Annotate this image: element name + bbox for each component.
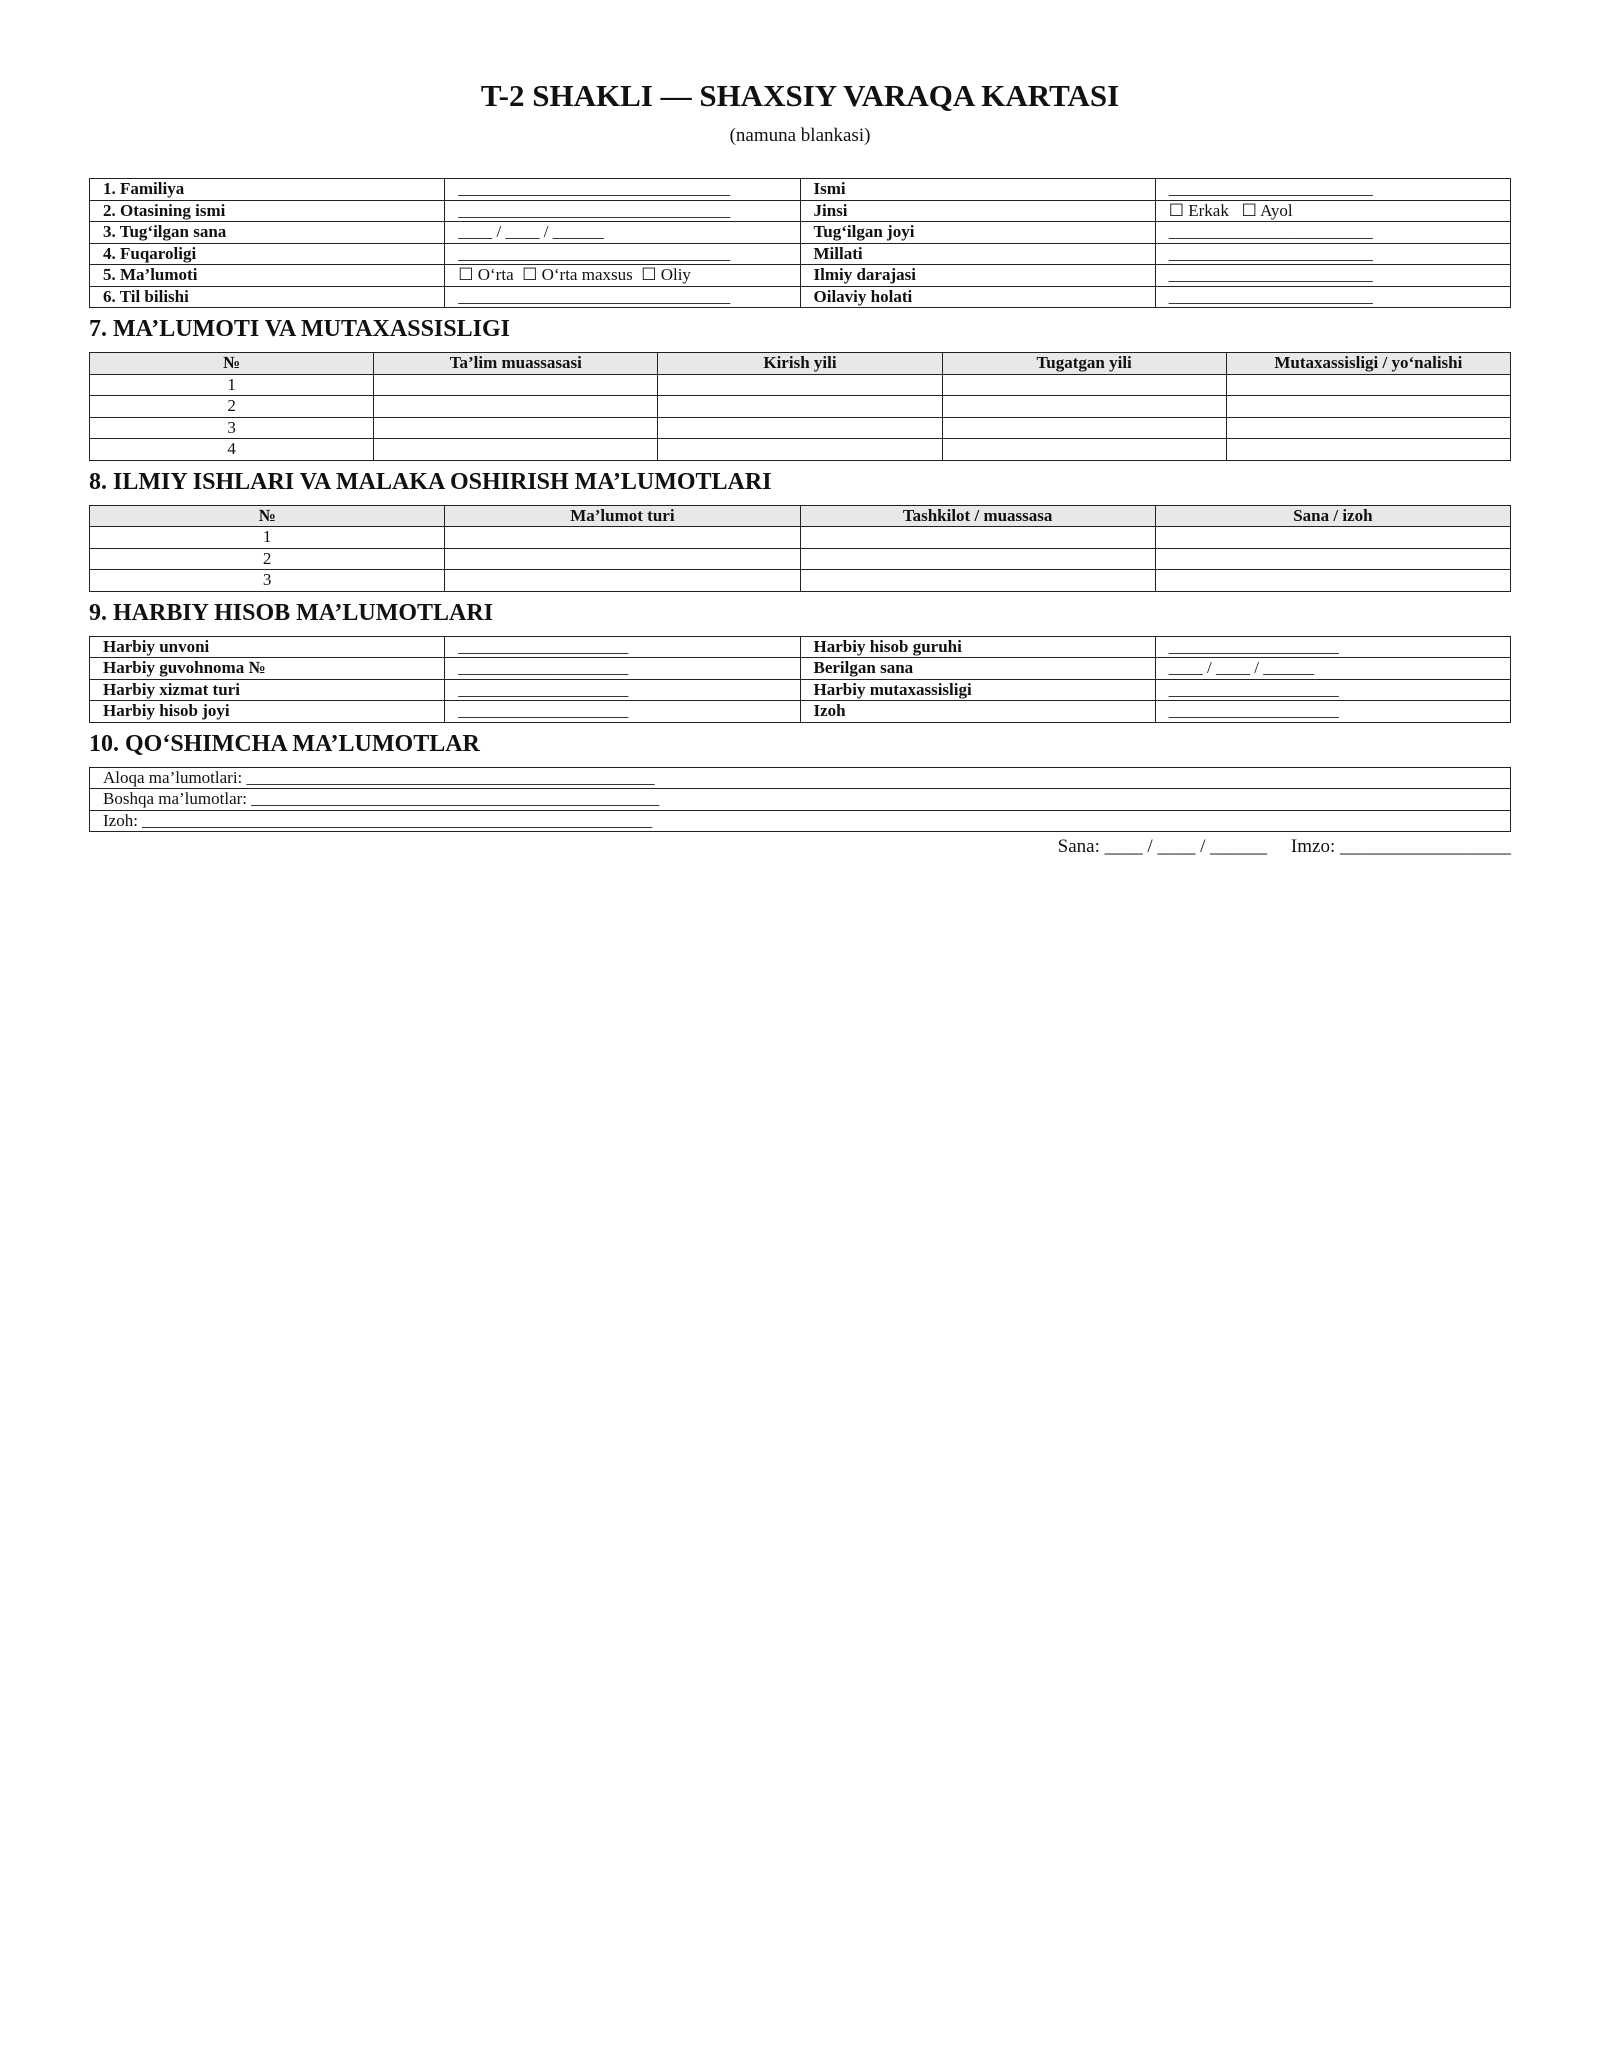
- field-label: 1. Familiya: [90, 179, 445, 201]
- additional-info-table: [89, 767, 1511, 833]
- table-cell[interactable]: [942, 374, 1226, 396]
- table-row: [90, 243, 1511, 265]
- field-label: Izoh: [800, 701, 1155, 723]
- table-row: [90, 222, 1511, 244]
- field-label: 3. Tug‘ilgan sana: [90, 222, 445, 244]
- field-label: Harbiy hisob guruhi: [800, 636, 1155, 658]
- millati-field[interactable]: ________________________: [1155, 243, 1510, 265]
- column-header: №: [90, 353, 374, 375]
- table-cell[interactable]: [942, 396, 1226, 418]
- aloqa-field[interactable]: Aloqa ma’lumotlari: ________________________________________________: [90, 767, 1511, 789]
- column-header: Tashkilot / muassasa: [800, 505, 1155, 527]
- table-cell[interactable]: [1226, 374, 1510, 396]
- table-row: [90, 179, 1511, 201]
- table-row: [90, 417, 1511, 439]
- scientific-work-table: [89, 505, 1511, 592]
- field-label: Ilmiy darajasi: [800, 265, 1155, 287]
- table-cell[interactable]: [658, 374, 942, 396]
- guvohnoma-field[interactable]: ____________________: [445, 658, 800, 680]
- hisob-joyi-field[interactable]: ____________________: [445, 701, 800, 723]
- table-row: [90, 200, 1511, 222]
- table-row: [90, 527, 1511, 549]
- form-subtitle: (namuna blankasi): [729, 125, 871, 146]
- izoh-field[interactable]: ____________________: [1155, 701, 1510, 723]
- table-cell[interactable]: [1155, 527, 1510, 549]
- row-number: 3: [90, 570, 445, 592]
- oilaviy-holati-field[interactable]: ________________________: [1155, 286, 1510, 308]
- table-cell[interactable]: [374, 374, 658, 396]
- table-header-row: [90, 505, 1511, 527]
- field-label: Berilgan sana: [800, 658, 1155, 680]
- table-cell[interactable]: [800, 570, 1155, 592]
- otasining-ismi-field[interactable]: ________________________________: [445, 200, 800, 222]
- hisob-guruhi-field[interactable]: ____________________: [1155, 636, 1510, 658]
- signature-field[interactable]: Imzo: __________________: [1290, 836, 1511, 857]
- table-row: [90, 658, 1511, 680]
- field-label: Tug‘ilgan joyi: [800, 222, 1155, 244]
- field-label: Millati: [800, 243, 1155, 265]
- table-cell[interactable]: [445, 548, 800, 570]
- field-label: Ismi: [800, 179, 1155, 201]
- table-row: [90, 439, 1511, 461]
- column-header: Ma’lumot turi: [445, 505, 800, 527]
- signature-line: [89, 834, 1511, 860]
- section-heading: 9. HARBIY HISOB MA’LUMOTLARI: [89, 599, 494, 626]
- field-label: Harbiy hisob joyi: [90, 701, 445, 723]
- column-header: Sana / izoh: [1155, 505, 1510, 527]
- field-label: Harbiy unvoni: [90, 636, 445, 658]
- field-label: 4. Fuqaroligi: [90, 243, 445, 265]
- table-row: [90, 679, 1511, 701]
- row-number: 3: [90, 417, 374, 439]
- education-table: [89, 352, 1511, 461]
- table-row: [90, 548, 1511, 570]
- xizmat-turi-field[interactable]: ____________________: [445, 679, 800, 701]
- til-bilishi-field[interactable]: ________________________________: [445, 286, 800, 308]
- field-label: Harbiy xizmat turi: [90, 679, 445, 701]
- familiya-field[interactable]: ________________________________: [445, 179, 800, 201]
- table-cell[interactable]: [800, 527, 1155, 549]
- field-label: 2. Otasining ismi: [90, 200, 445, 222]
- table-cell[interactable]: [658, 396, 942, 418]
- table-header-row: [90, 353, 1511, 375]
- table-cell[interactable]: [942, 439, 1226, 461]
- malumoti-checkboxes[interactable]: ☐ O‘rta ☐ O‘rta maxsus ☐ Oliy: [445, 265, 800, 287]
- row-number: 4: [90, 439, 374, 461]
- table-cell[interactable]: [658, 439, 942, 461]
- table-row: [90, 810, 1511, 832]
- table-cell[interactable]: [374, 417, 658, 439]
- column-header: Kirish yili: [658, 353, 942, 375]
- table-cell[interactable]: [374, 396, 658, 418]
- table-cell[interactable]: [942, 417, 1226, 439]
- form-title: T-2 SHAKLI — SHAXSIY VARAQA KARTASI: [480, 78, 1120, 113]
- table-cell[interactable]: [1155, 548, 1510, 570]
- birth-place-field[interactable]: ________________________: [1155, 222, 1510, 244]
- field-label: Oilaviy holati: [800, 286, 1155, 308]
- table-cell[interactable]: [800, 548, 1155, 570]
- table-row: [90, 570, 1511, 592]
- table-cell[interactable]: [374, 439, 658, 461]
- section-heading: 8. ILMIY ISHLARI VA MALAKA OSHIRISH MA’LUMOTLARI: [89, 468, 772, 495]
- section-heading: 10. QO‘SHIMCHA MA’LUMOTLAR: [89, 730, 480, 757]
- fuqaroligi-field[interactable]: ________________________________: [445, 243, 800, 265]
- table-row: [90, 789, 1511, 811]
- izoh-line-field[interactable]: Izoh: ____________________________________________________________: [90, 810, 1511, 832]
- ismi-field[interactable]: ________________________: [1155, 179, 1510, 201]
- field-label: Jinsi: [800, 200, 1155, 222]
- column-header: №: [90, 505, 445, 527]
- field-label: Harbiy mutaxassisligi: [800, 679, 1155, 701]
- table-row: [90, 701, 1511, 723]
- jinsi-checkboxes[interactable]: ☐ Erkak ☐ Ayol: [1155, 200, 1510, 222]
- table-cell[interactable]: [1226, 417, 1510, 439]
- table-row: [90, 636, 1511, 658]
- section-heading: 7. MA’LUMOTI VA MUTAXASSISLIGI: [89, 316, 510, 342]
- table-cell[interactable]: [445, 570, 800, 592]
- row-number: 1: [90, 527, 445, 549]
- column-header: Tugatgan yili: [942, 353, 1226, 375]
- mutaxassisligi-field[interactable]: ____________________: [1155, 679, 1510, 701]
- row-number: 2: [90, 548, 445, 570]
- table-cell[interactable]: [1155, 570, 1510, 592]
- table-row: [90, 767, 1511, 789]
- column-header: Ta’lim muassasasi: [374, 353, 658, 375]
- berilgan-sana-field[interactable]: ____ / ____ / ______: [1155, 658, 1510, 680]
- row-number: 1: [90, 374, 374, 396]
- date-field[interactable]: Sana: ____ / ____ / ______: [1057, 836, 1268, 857]
- table-cell[interactable]: [1226, 396, 1510, 418]
- field-label: Harbiy guvohnoma №: [90, 658, 445, 680]
- form-page: [89, 0, 1511, 860]
- ilmiy-darajasi-field[interactable]: ________________________: [1155, 265, 1510, 287]
- table-cell[interactable]: [658, 417, 942, 439]
- birth-date-field[interactable]: ____ / ____ / ______: [445, 222, 800, 244]
- table-row: [90, 286, 1511, 308]
- row-number: 2: [90, 396, 374, 418]
- table-row: [90, 396, 1511, 418]
- table-cell[interactable]: [445, 527, 800, 549]
- boshqa-field[interactable]: Boshqa ma’lumotlar: ________________________________________________: [90, 789, 1511, 811]
- personal-info-table: [89, 178, 1511, 308]
- table-cell[interactable]: [1226, 439, 1510, 461]
- military-info-table: [89, 636, 1511, 723]
- field-label: 5. Ma’lumoti: [90, 265, 445, 287]
- table-row: [90, 374, 1511, 396]
- harbiy-unvoni-field[interactable]: ____________________: [445, 636, 800, 658]
- column-header: Mutaxassisligi / yo‘nalishi: [1226, 353, 1510, 375]
- field-label: 6. Til bilishi: [90, 286, 445, 308]
- table-row: [90, 265, 1511, 287]
